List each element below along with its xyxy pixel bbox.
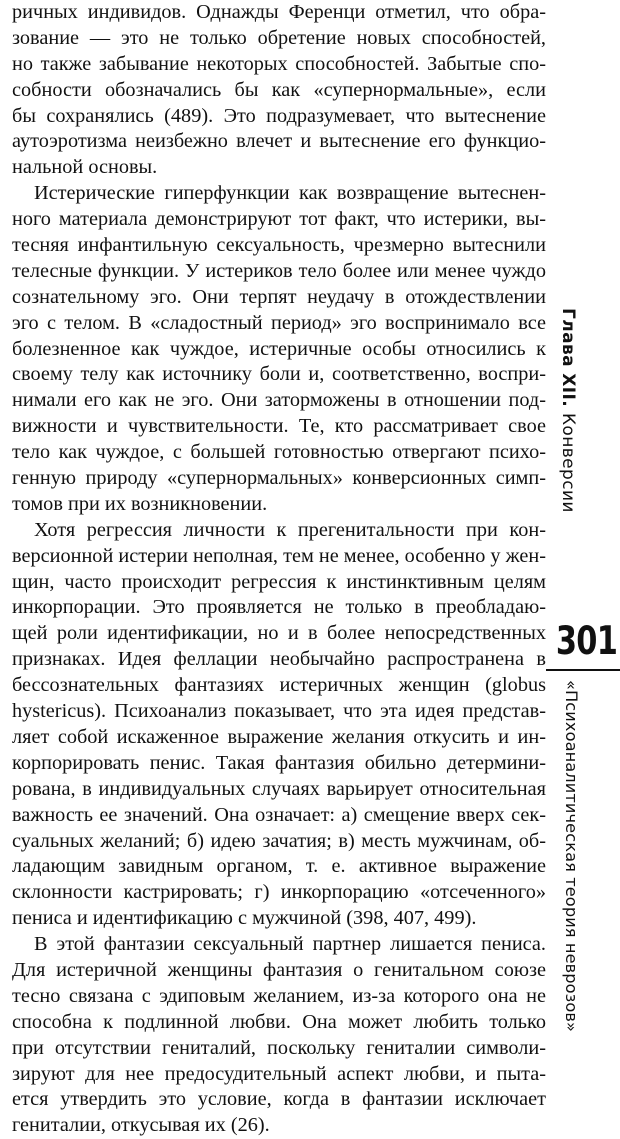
text-line: щей роли идентификации, но и в более непосредственных: [12, 622, 546, 645]
text-line: тело как чуждое, с большей готовностью отвергают психо-: [12, 441, 546, 464]
text-line: собности обозначались бы как «супернормальные», если: [12, 78, 546, 101]
text-line: признаках. Идея феллации необычайно распространена в: [12, 648, 546, 671]
text-line: тесняя инфантильную сексуальность, чрезмерно вытеснили: [12, 234, 546, 257]
text-line: вижности и чувствительности. Те, кто рассматривает свое: [12, 415, 546, 438]
text-line: зируют для нее предосудительный аспект любви, и пыта-: [12, 1062, 546, 1085]
page-number: 301: [555, 619, 618, 664]
text-line: тесно связана с эдиповым желанием, из-за которого она не: [12, 984, 546, 1007]
text-line: инкорпорации. Это проявляется не только в преобладаю-: [12, 596, 546, 619]
text-line: hystericus). Психоанализ показывает, что эта идея представ-: [12, 700, 546, 723]
text-line: телесные функции. У истериков тело более или менее чуждо: [12, 259, 546, 282]
running-head-book-title: «Психоаналитическая теория неврозов»: [562, 680, 581, 1033]
text-line: сознательному эго. Они терпят неудачу в отождествлении: [12, 285, 546, 308]
text-line: способна к подлинной любви. Она может любить только: [12, 1010, 546, 1033]
chapter-number: Глава XII.: [558, 308, 578, 408]
text-line: генную природу «супернормальных» конверсионных симп-: [12, 467, 546, 490]
body-text: [12, 0, 546, 1139]
text-line: Для истеричной женщины фантазия о генитальном союзе: [12, 958, 546, 981]
text-line: эго с телом. В «сладостный период» эго воспринимало все: [12, 311, 546, 334]
text-line: своему телу как источнику боли и, соответственно, воспри-: [12, 363, 546, 386]
text-line: ного материала демонстрируют тот факт, что истерики, вы-: [12, 208, 546, 231]
text-line: пениса и идентификацию с мужчиной (398, 407, 499).: [12, 907, 477, 930]
chapter-title: Конверсии: [558, 412, 578, 513]
text-line: бессознательных фантазиях истеричных женщин (globus: [12, 674, 546, 697]
text-line: склонности кастрировать; г) инкорпорацию «отсеченного»: [12, 881, 546, 904]
text-line: но также забывание некоторых способностей. Забытые спо-: [12, 52, 546, 75]
text-line: важность ее значений. Она означает: а) смещение вверх сек-: [12, 803, 546, 826]
text-line: щин, часто происходит регрессия к инстинктивным целям: [12, 570, 546, 593]
text-line: ладающим завидным органом, т. е. активное выражение: [12, 855, 546, 878]
text-line: суальных желаний; б) идею зачатия; в) месть мужчинам, об-: [12, 829, 546, 852]
text-line: ется утвердить это условие, когда в фантазии исключает: [12, 1088, 546, 1111]
text-line: нальной основы.: [12, 156, 158, 179]
text-line: рована, в индивидуальных случаях варьирует относительная: [12, 777, 546, 800]
text-line: томов при их возникновении.: [12, 492, 268, 515]
text-line: бы сохранялись (489). Это подразумевает, что вытеснение: [12, 104, 546, 127]
text-line: нимали его как не эго. Они заторможены в отношении под-: [12, 389, 546, 412]
text-line: версионной истерии неполная, тем не менее, особенно у жен-: [12, 544, 546, 567]
text-line: аутоэротизма неизбежно влечет и вытеснение его функцио-: [12, 130, 546, 153]
text-line: корпорировать пенис. Такая фантазия обильно детермини-: [12, 751, 546, 774]
running-head-chapter: [557, 308, 579, 513]
text-line: Хотя регрессия личности к прегенитальности при кон-: [34, 518, 546, 541]
text-line: зование — это не только обретение новых способностей,: [12, 26, 546, 49]
text-line: гениталии, откусывая их (26).: [12, 1114, 270, 1137]
text-line: болезненное как чуждое, истеричные особы относились к: [12, 337, 546, 360]
text-line: В этой фантазии сексуальный партнер лишается пениса.: [34, 933, 546, 956]
text-line: при отсутствии гениталий, поскольку гениталии символи-: [12, 1036, 546, 1059]
text-line: Истерические гиперфункции как возвращение вытеснен-: [34, 182, 546, 205]
text-line: ричных индивидов. Однажды Ференци отметил, что обра-: [12, 1, 546, 23]
page-number-rule: [546, 669, 620, 671]
text-line: ляет собой искаженное выражение желания откусить и ин-: [12, 725, 546, 748]
